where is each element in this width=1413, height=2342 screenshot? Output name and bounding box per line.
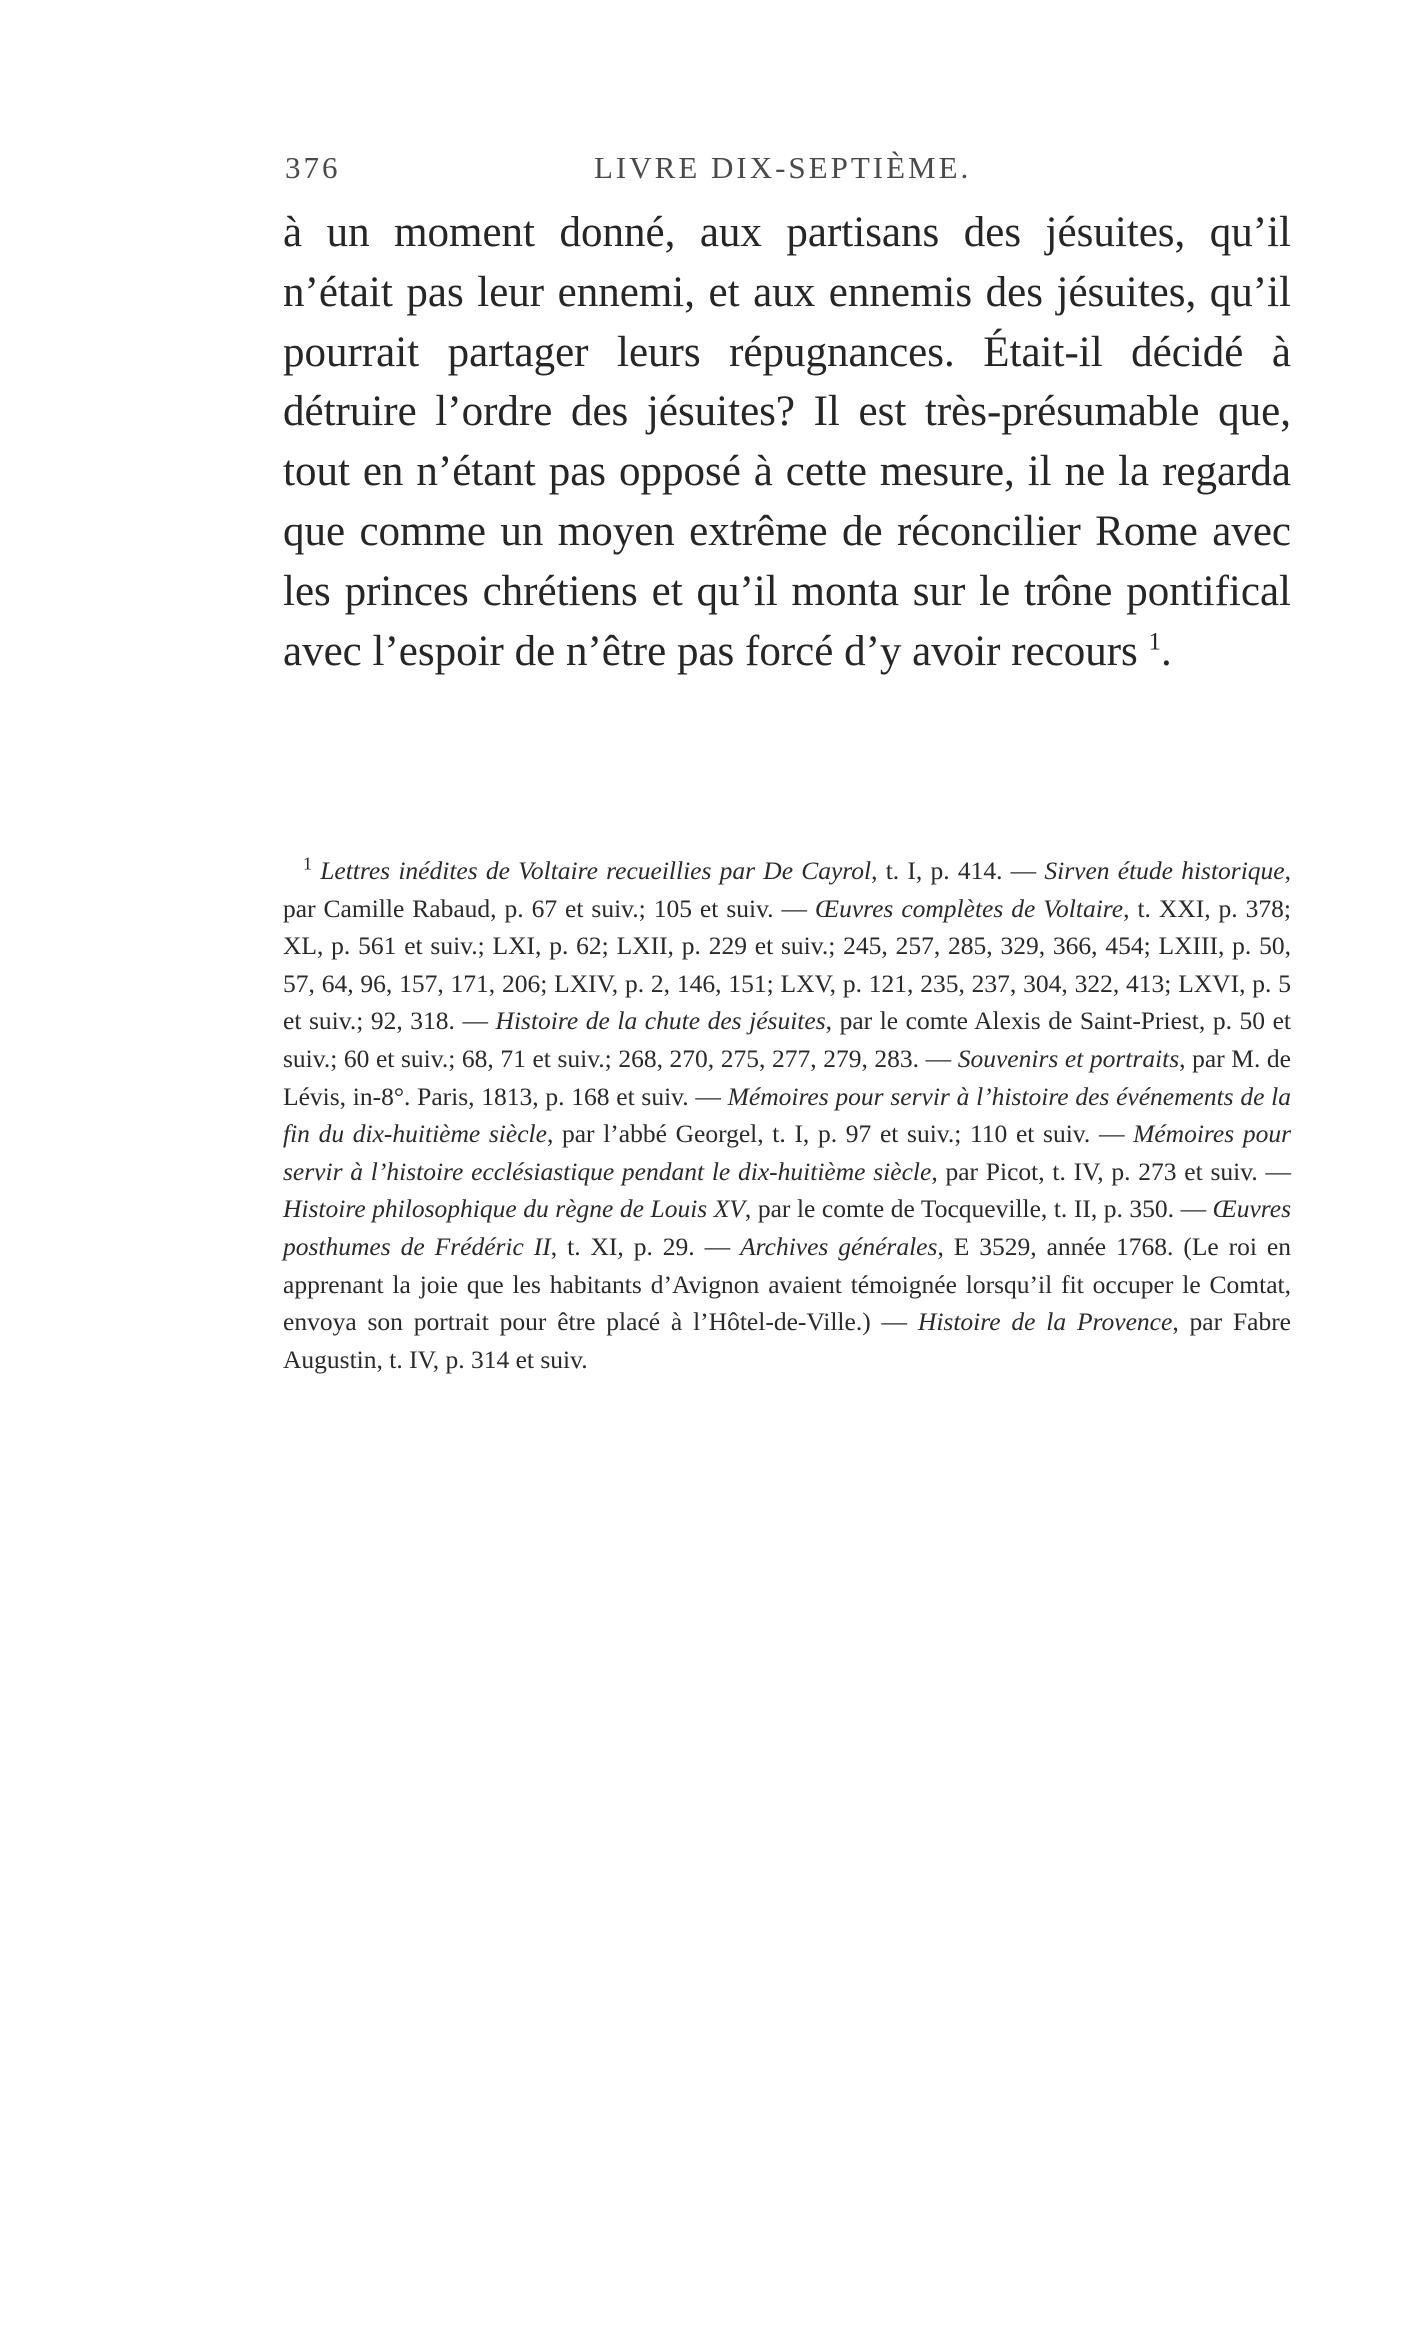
running-head — [285, 150, 1285, 200]
footnote-reference-text: , t. I, p. 414. — — [871, 856, 1045, 885]
footnote-title: Lettres inédites de Voltaire recueillies par De Cayrol — [320, 856, 872, 885]
main-text — [283, 203, 1291, 681]
page-number: 376 — [285, 150, 341, 185]
book-title: LIVRE DIX-SEPTIÈME. — [594, 150, 972, 185]
footnote-reference-text: , par le comte de Tocqueville, t. II, p. 350. — — [744, 1194, 1213, 1224]
footnote-title: Œuvres complètes de Voltaire — [815, 893, 1124, 923]
main-paragraph — [283, 203, 1291, 681]
footnote-title: Histoire de la chute des jésuites — [495, 1006, 826, 1036]
footnote-marker: 1 — [303, 853, 312, 874]
footnote-reference-text: , par Camille Rabaud, p. 67 et suiv.; 105 et suiv. — — [283, 856, 1291, 923]
footnote-title: Œuvres posthumes de Frédéric II — [283, 1194, 1291, 1261]
footnote-title: Souvenirs et portraits — [957, 1043, 1180, 1073]
footnote-reference-text: , E 3529, année 1768. (Le roi en apprenant la joie que les habitants d’Avignon avaient témoignée lorsqu’il fit occuper le Comtat, envoya son portrait pour être placé à l’Hôtel-de-Ville.) — — [283, 1231, 1292, 1337]
footnote-reference: 1 — [1148, 628, 1162, 656]
footnotes — [283, 852, 1291, 1378]
footnote-title: Archives générales — [740, 1231, 938, 1261]
footnote-reference-text: , par l’abbé Georgel, t. I, p. 97 et suiv.; 110 et suiv. — — [546, 1119, 1134, 1149]
footnote-title: Histoire de la Provence — [917, 1307, 1173, 1337]
footnote-reference-text: , par le comte Alexis de Saint-Priest, p. 50 et suiv.; 60 et suiv.; 68, 71 et suiv.; 268, 270, 275, 277, 279, 283. — — [283, 1006, 1291, 1073]
footnote-reference-text: , par M. de Lévis, in-8°. Paris, 1813, p. 168 et suiv. — — [283, 1043, 1291, 1111]
footnote-reference-text: , t. XXI, p. 378; XL, p. 561 et suiv.; LXI, p. 62; LXII, p. 229 et suiv.; 245, 257, 285, 329, 366, 454; LXIII, p. 50, 57, 64, 96, 157, 171, 206; LXIV, p. 2, 146, 151; LXV, p. 121, 235, 237, 304, 322, 413; LXVI, p. 5 et suiv.; 92, 318. — — [283, 893, 1291, 1036]
footnote-reference-text: , par Fabre Augustin, t. IV, p. 314 et suiv. — [283, 1307, 1291, 1374]
footnote-reference-text: , par Picot, t. IV, p. 273 et suiv. — — [931, 1156, 1291, 1186]
footnote-title: Histoire philosophique du règne de Louis XV — [283, 1194, 745, 1224]
main-paragraph-text: à un moment donné, aux partisans des jésuites, qu’il n’était pas leur ennemi, et aux ennemis des jésuites, qu’il pourrait partager leurs répugnances. Était-il décidé à détruire l’ordre des jésuites? Il est très-présumable que, tout en n’étant pas opposé à cette mesure, il ne la regarda que comme un moyen extrême de réconcilier Rome avec les princes chrétiens et qu’il monta sur le trône pontifical avec l’espoir de n’être pas forcé d’y avoir recours — [283, 209, 1291, 675]
footnote-title: Sirven étude historique — [1044, 856, 1285, 885]
end-punctuation: . — [1161, 627, 1172, 675]
footnote-title: Mémoires pour servir à l’histoire ecclésiastique pendant le dix-huitième siècle — [283, 1119, 1291, 1186]
footnote-reference-text: , t. XI, p. 29. — — [550, 1231, 741, 1261]
footnote-title: Mémoires pour servir à l’histoire des événements de la fin du dix-huitième siècle — [283, 1081, 1291, 1149]
footnote-content — [283, 853, 1292, 1374]
footnote-1 — [283, 852, 1291, 1378]
